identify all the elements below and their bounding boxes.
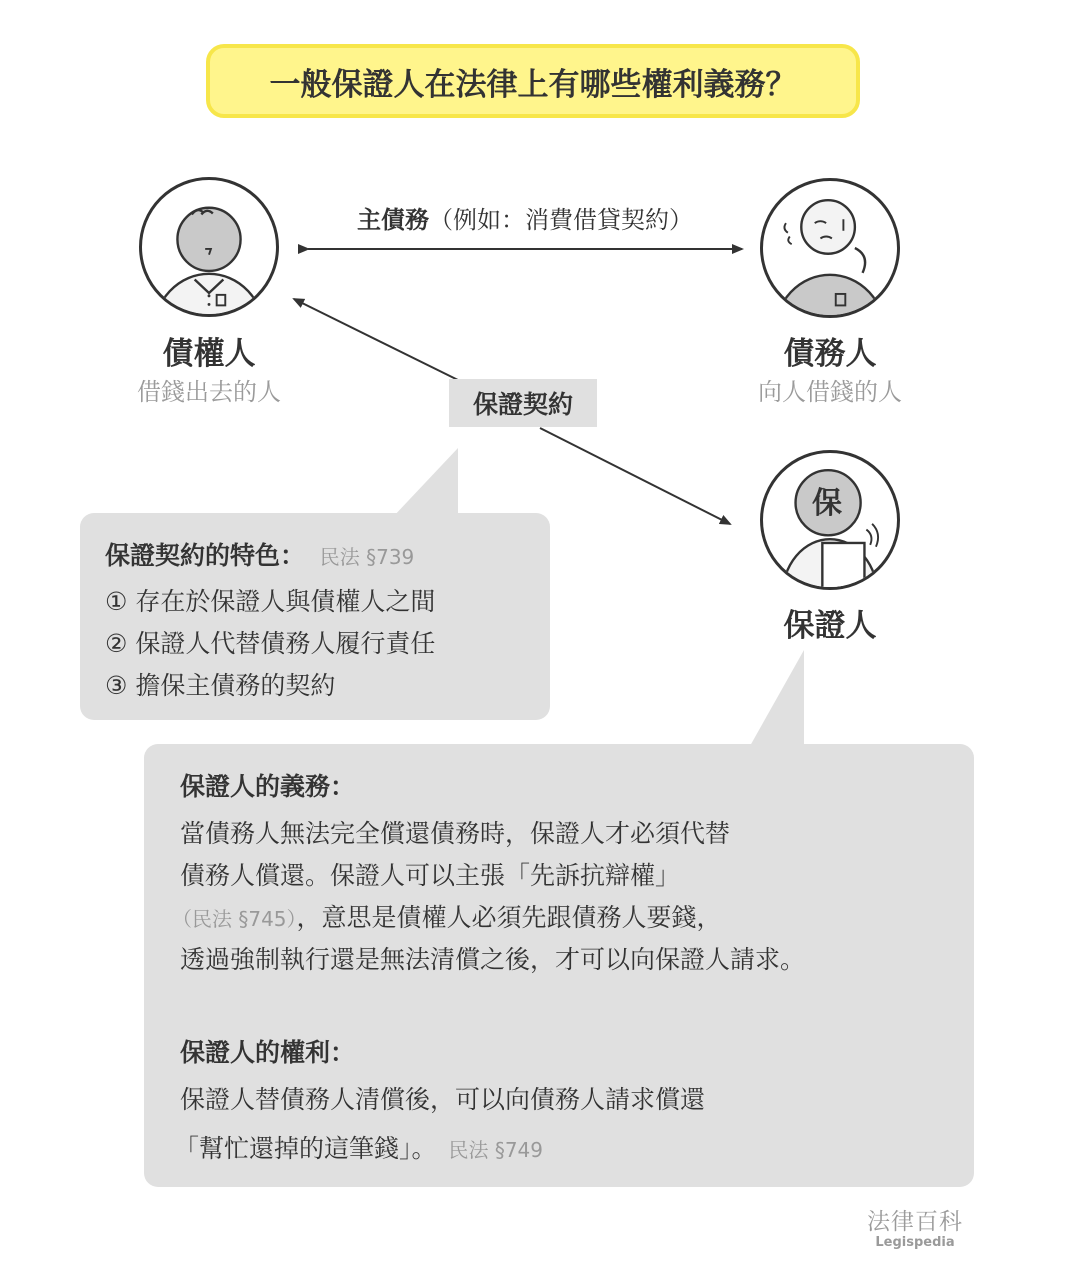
features-item-1: ① 存在於保證人與債權人之間 — [105, 587, 436, 616]
rights-line-2-text: 「幫忙還掉的這筆錢」。 — [174, 1134, 437, 1163]
guarantor-role: 保證人 — [783, 608, 877, 644]
duty-bubble-tail — [740, 648, 820, 748]
rights-heading: 保證人的權利： — [180, 1038, 356, 1067]
features-item-3: ③ 擔保主債務的契約 — [105, 671, 336, 700]
rights-citation: 民法 §749 — [448, 1138, 543, 1162]
main-debt-label-bold: 主債務 — [357, 206, 429, 234]
duties-line-2: 債務人償還。保證人可以主張「先訴抗辯權」 — [180, 861, 681, 890]
features-item-2: ② 保證人代替債務人履行責任 — [105, 629, 436, 658]
debtor-role: 債務人 — [783, 336, 877, 372]
features-heading-text: 保證契約的特色： — [105, 541, 306, 570]
creditor-desc: 借錢出去的人 — [137, 378, 281, 406]
rights-line-2 — [174, 1129, 543, 1165]
duties-line-1: 當債務人無法完全償還債務時，保證人才必須代替 — [180, 819, 731, 848]
duties-line-4: 透過強制執行還是無法清償之後，才可以向保證人請求。 — [180, 945, 806, 974]
features-heading — [105, 536, 414, 572]
page-title: 一般保證人在法律上有哪些權利義務？ — [206, 44, 860, 118]
creditor-avatar — [139, 177, 279, 317]
rights-line-1: 保證人替債務人清償後，可以向債務人請求償還 — [180, 1085, 706, 1114]
features-bubble-tail — [380, 440, 480, 520]
duties-line-3 — [172, 898, 722, 934]
main-debt-label — [300, 200, 750, 235]
contract-to-creditor-arrow — [294, 299, 460, 381]
main-debt-label-example: （例如：消費借貸契約） — [429, 206, 693, 234]
creditor-role: 債權人 — [162, 336, 256, 372]
debtor-desc: 向人借錢的人 — [758, 378, 902, 406]
debtor-avatar — [760, 178, 900, 318]
contract-to-guarantor-arrow — [540, 428, 730, 524]
duties-line-3-text: ，意思是債權人必須先跟債務人要錢， — [296, 903, 722, 932]
guarantor-badge: 保 — [812, 486, 842, 521]
logo-name: 法律百科 — [867, 1209, 963, 1235]
features-citation: 民法 §739 — [319, 545, 415, 569]
guarantee-contract-tag: 保證契約 — [449, 379, 597, 427]
logo-sub: Legispedia — [875, 1235, 955, 1250]
duties-citation: （民法 §745） — [172, 907, 297, 931]
duties-heading: 保證人的義務： — [180, 772, 356, 801]
